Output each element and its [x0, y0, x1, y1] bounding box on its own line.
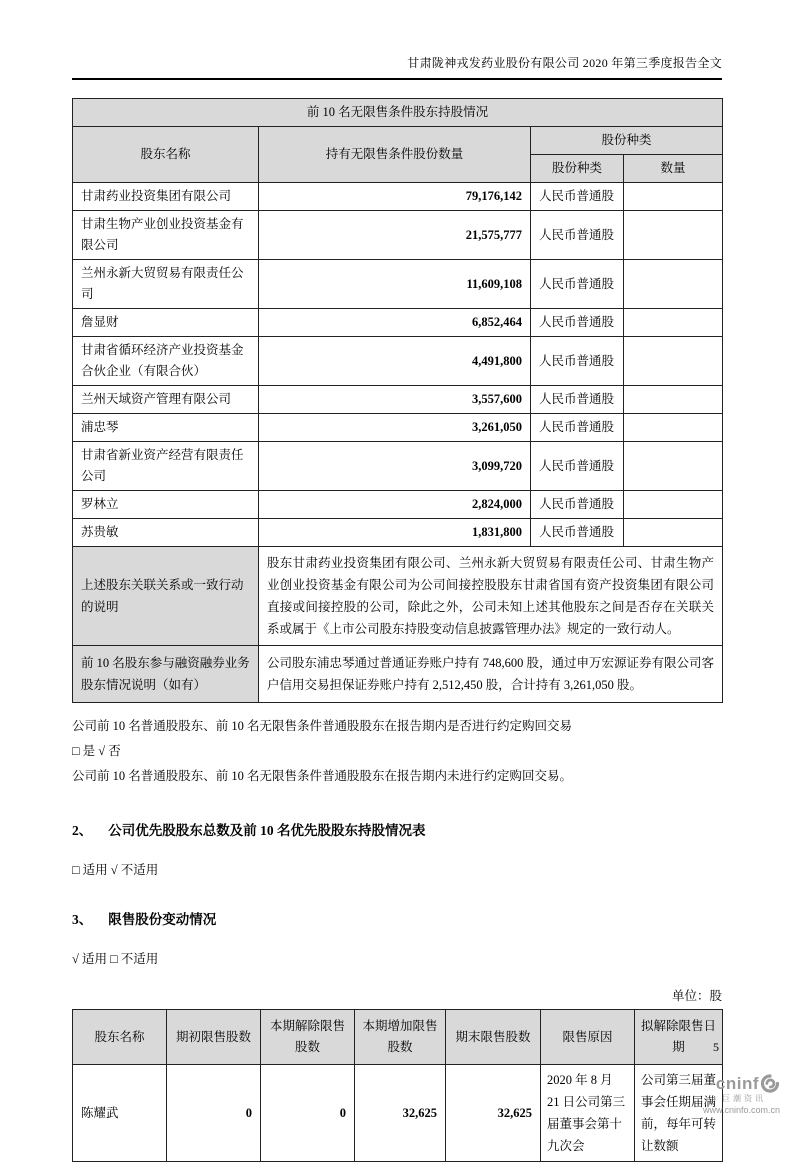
section-3-applicability: √ 适用 □ 不适用	[72, 952, 159, 966]
cninfo-chinese-name: 巨潮资讯	[722, 1094, 766, 1103]
section-2-number: 2、	[72, 823, 93, 838]
table-row	[73, 414, 723, 442]
released-shares: 0	[261, 1065, 355, 1162]
share-quantity	[624, 442, 723, 491]
section-2-heading	[72, 819, 722, 839]
shares-held: 11,609,108	[259, 260, 531, 309]
table-row	[73, 260, 723, 309]
cninfo-brand-text: cninf	[715, 1073, 759, 1093]
added-restricted-shares: 32,625	[355, 1065, 446, 1162]
cninfo-site-url: www.cninfo.com.cn	[702, 1105, 780, 1115]
col-header-release-date: 拟解除限售日期	[635, 1010, 723, 1065]
ending-restricted-shares: 32,625	[446, 1065, 541, 1162]
repurchase-statement-block	[72, 714, 722, 789]
table-row	[73, 491, 723, 519]
report-header-title: 甘肃陇神戎发药业股份有限公司 2020 年第三季度报告全文	[407, 56, 722, 70]
restriction-reason: 2020 年 8 月 21 日公司第三届董事会第十九次会	[541, 1065, 635, 1162]
note-label: 前 10 名股东参与融资融券业务股东情况说明（如有）	[73, 646, 259, 703]
table-row	[73, 337, 723, 386]
col-header-quantity: 数量	[624, 155, 723, 183]
table-row	[73, 211, 723, 260]
share-class: 人民币普通股	[531, 260, 624, 309]
shares-held: 79,176,142	[259, 183, 531, 211]
col-header-shareholder: 股东名称	[73, 1010, 167, 1065]
repurchase-statement: 公司前 10 名普通股股东、前 10 名无限售条件普通股股东在报告期内未进行约定购回交易。	[72, 769, 573, 783]
table-row	[73, 183, 723, 211]
share-class: 人民币普通股	[531, 211, 624, 260]
table-header-row	[73, 127, 723, 155]
col-header-initial-restricted: 期初限售股数	[167, 1010, 261, 1065]
share-class: 人民币普通股	[531, 414, 624, 442]
table-row	[73, 519, 723, 547]
shareholder-name: 兰州天域资产管理有限公司	[73, 386, 259, 414]
shareholder-name: 浦忠琴	[73, 414, 259, 442]
related-party-note-row	[73, 547, 723, 646]
share-class: 人民币普通股	[531, 183, 624, 211]
note-content: 股东甘肃药业投资集团有限公司、兰州永新大贸贸易有限责任公司、甘肃生物产业创业投资基金有限公司为公司间接控股股东甘肃省国有资产投资集团有限公司直接或间接控股的公司，除此之外，公司未知上述其他股东之间是否存在关联关系或属于《上市公司股东持股变动信息披露管理办法》规定的一致行动人。	[259, 547, 723, 646]
table-row	[73, 442, 723, 491]
share-class: 人民币普通股	[531, 519, 624, 547]
shares-held: 3,557,600	[259, 386, 531, 414]
shares-held: 3,261,050	[259, 414, 531, 442]
shareholder-name: 詹显财	[73, 309, 259, 337]
unit-label: 单位：股	[671, 989, 722, 1003]
shares-held: 1,831,800	[259, 519, 531, 547]
shares-held: 6,852,464	[259, 309, 531, 337]
header-rule	[72, 78, 722, 80]
col-header-share-class: 股份种类	[531, 155, 624, 183]
section-3-title: 限售股份变动情况	[108, 912, 217, 927]
top10-unrestricted-shareholders-table	[72, 98, 723, 703]
restricted-shares-change-table	[72, 1009, 723, 1162]
note-content: 公司股东浦忠琴通过普通证券账户持有 748,600 股，通过申万宏源证券有限公司客户信用交易担保证券账户持有 2,512,450 股，合计持有 3,261,050 股。	[259, 646, 723, 703]
note-label: 上述股东关联关系或一致行动的说明	[73, 547, 259, 646]
share-class: 人民币普通股	[531, 337, 624, 386]
section-2-applicability: □ 适用 √ 不适用	[72, 863, 159, 877]
share-quantity	[624, 386, 723, 414]
share-quantity	[624, 491, 723, 519]
col-header-added: 本期增加限售股数	[355, 1010, 446, 1065]
cninfo-swirl-icon	[760, 1074, 780, 1093]
shares-held: 2,824,000	[259, 491, 531, 519]
initial-restricted-shares: 0	[167, 1065, 261, 1162]
shares-held: 4,491,800	[259, 337, 531, 386]
shares-held: 21,575,777	[259, 211, 531, 260]
table-row	[73, 1065, 723, 1162]
share-quantity	[624, 519, 723, 547]
shareholder-name: 苏贵敏	[73, 519, 259, 547]
section-3-heading	[72, 908, 722, 928]
shareholder-name: 甘肃省循环经济产业投资基金合伙企业（有限合伙）	[73, 337, 259, 386]
margin-trading-note-row	[73, 646, 723, 703]
share-quantity	[624, 337, 723, 386]
repurchase-answer-checkboxes: □ 是 √ 否	[72, 744, 121, 758]
cninfo-watermark	[688, 1074, 780, 1115]
section-3-number: 3、	[72, 912, 93, 927]
col-header-share-class-group: 股份种类	[531, 127, 723, 155]
col-header-shares: 持有无限售条件股份数量	[259, 127, 531, 183]
share-quantity	[624, 183, 723, 211]
share-quantity	[624, 260, 723, 309]
shareholder-name: 罗林立	[73, 491, 259, 519]
table-header-row	[73, 1010, 723, 1065]
page-number: 5	[713, 1040, 719, 1054]
shareholder-name: 陈耀武	[73, 1065, 167, 1162]
page-header	[72, 0, 722, 80]
share-quantity	[624, 309, 723, 337]
share-quantity	[624, 211, 723, 260]
section-2-title: 公司优先股股东总数及前 10 名优先股股东持股情况表	[108, 823, 426, 838]
col-header-ending-restricted: 期末限售股数	[446, 1010, 541, 1065]
shareholder-name: 甘肃省新业资产经营有限责任公司	[73, 442, 259, 491]
table-row	[73, 309, 723, 337]
shares-held: 3,099,720	[259, 442, 531, 491]
share-quantity	[624, 414, 723, 442]
col-header-restriction-reason: 限售原因	[541, 1010, 635, 1065]
shareholder-name: 兰州永新大贸贸易有限责任公司	[73, 260, 259, 309]
share-class: 人民币普通股	[531, 309, 624, 337]
share-class: 人民币普通股	[531, 491, 624, 519]
share-class: 人民币普通股	[531, 386, 624, 414]
proposed-release-date: 公司第三届董事会任期届满前，每年可转让数额	[635, 1065, 723, 1162]
table-title: 前 10 名无限售条件股东持股情况	[73, 99, 723, 127]
col-header-shareholder: 股东名称	[73, 127, 259, 183]
table-row	[73, 386, 723, 414]
repurchase-question: 公司前 10 名普通股股东、前 10 名无限售条件普通股股东在报告期内是否进行约定购回交易	[72, 719, 573, 733]
shareholder-name: 甘肃药业投资集团有限公司	[73, 183, 259, 211]
share-class: 人民币普通股	[531, 442, 624, 491]
table-title-row	[73, 99, 723, 127]
col-header-released: 本期解除限售股数	[261, 1010, 355, 1065]
shareholder-name: 甘肃生物产业创业投资基金有限公司	[73, 211, 259, 260]
